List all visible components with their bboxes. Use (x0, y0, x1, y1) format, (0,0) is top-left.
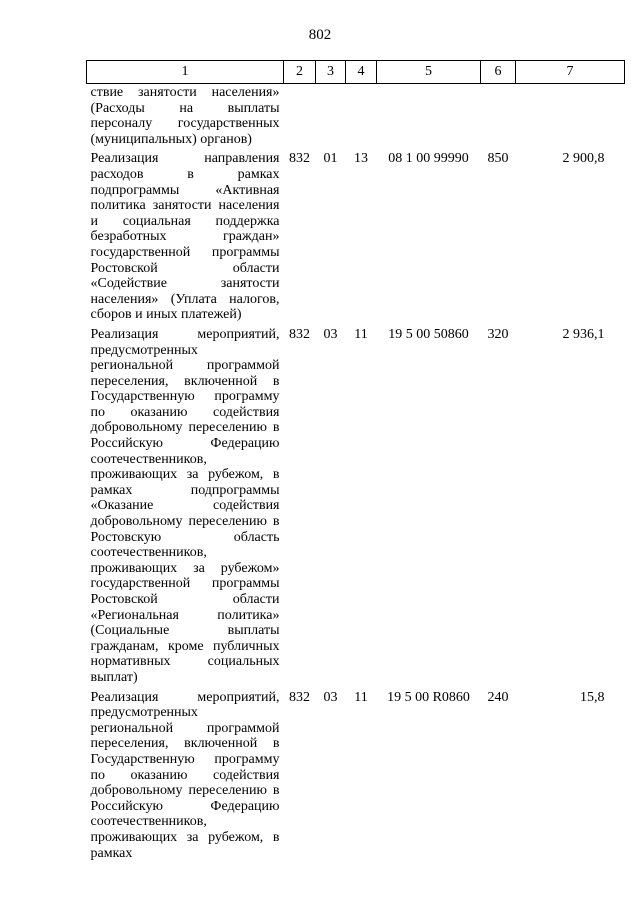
row-description: ствие занятости населения» (Расходы на выплаты персоналу государственных (муниципальных) органов) (90, 85, 280, 147)
row-description: Реализация мероприятий, предусмотренных региональной программой переселения, включенной в Государственную программу по оказанию содействия добровольному переселению в Российскую Федерацию соотечественников, проживающих за рубежом, в рамках (90, 689, 280, 861)
row-target: 19 5 00 50860 (388, 326, 469, 342)
column-header: 2 (284, 61, 316, 84)
row-type: 320 (487, 326, 509, 342)
table-row (87, 327, 625, 690)
row-code: 832 (289, 326, 310, 342)
table-row (87, 690, 625, 866)
column-header: 7 (516, 61, 625, 84)
row-subsection (346, 84, 377, 152)
row-target (377, 84, 481, 152)
table-row (87, 151, 625, 327)
row-subsection: 13 (354, 151, 368, 167)
column-header: 1 (87, 61, 284, 84)
table-header-row (87, 61, 625, 84)
column-header: 4 (346, 61, 377, 84)
row-code (284, 84, 316, 152)
row-section: 01 (323, 151, 338, 167)
row-target: 08 1 00 99990 (388, 151, 469, 167)
row-amount: 2 936,1 (562, 326, 605, 342)
row-amount (516, 84, 625, 152)
budget-table (86, 60, 625, 865)
row-type (481, 84, 516, 152)
row-code: 832 (289, 151, 310, 167)
row-section: 03 (323, 689, 338, 705)
column-header: 5 (377, 61, 481, 84)
row-subsection: 11 (354, 689, 368, 705)
row-target: 19 5 00 R0860 (387, 689, 470, 705)
row-type: 240 (487, 689, 509, 705)
row-type: 850 (487, 151, 509, 167)
row-amount: 15,8 (580, 689, 605, 705)
row-description: Реализация направления расходов в рамках подпрограммы «Активная политика занятости населения и социальная поддержка безработных граждан» государственной программы Ростовской области «Содействие занятости населения» (Уплата налогов, сборов и иных платежей) (90, 151, 280, 323)
row-description: Реализация мероприятий, предусмотренных региональной программой переселения, включенной в Государственную программу по оказанию содействия добровольному переселению в Российскую Федерацию соотечественников, проживающих за рубежом, в рамках подпрограммы «Оказание содействия добровольному переселению в Ростовскую область соотечественников, проживающих за рубежом» государственной программы Ростовской области «Региональная политика» (Социальные выплаты гражданам, кроме публичных нормативных социальных выплат) (90, 326, 280, 685)
row-section (316, 84, 346, 152)
table-row (87, 84, 625, 152)
page-number: 802 (308, 27, 332, 43)
row-subsection: 11 (354, 326, 368, 342)
column-header: 6 (481, 61, 516, 84)
column-header: 3 (316, 61, 346, 84)
row-section: 03 (323, 326, 338, 342)
row-code: 832 (289, 689, 310, 705)
row-amount: 2 900,8 (562, 151, 605, 167)
